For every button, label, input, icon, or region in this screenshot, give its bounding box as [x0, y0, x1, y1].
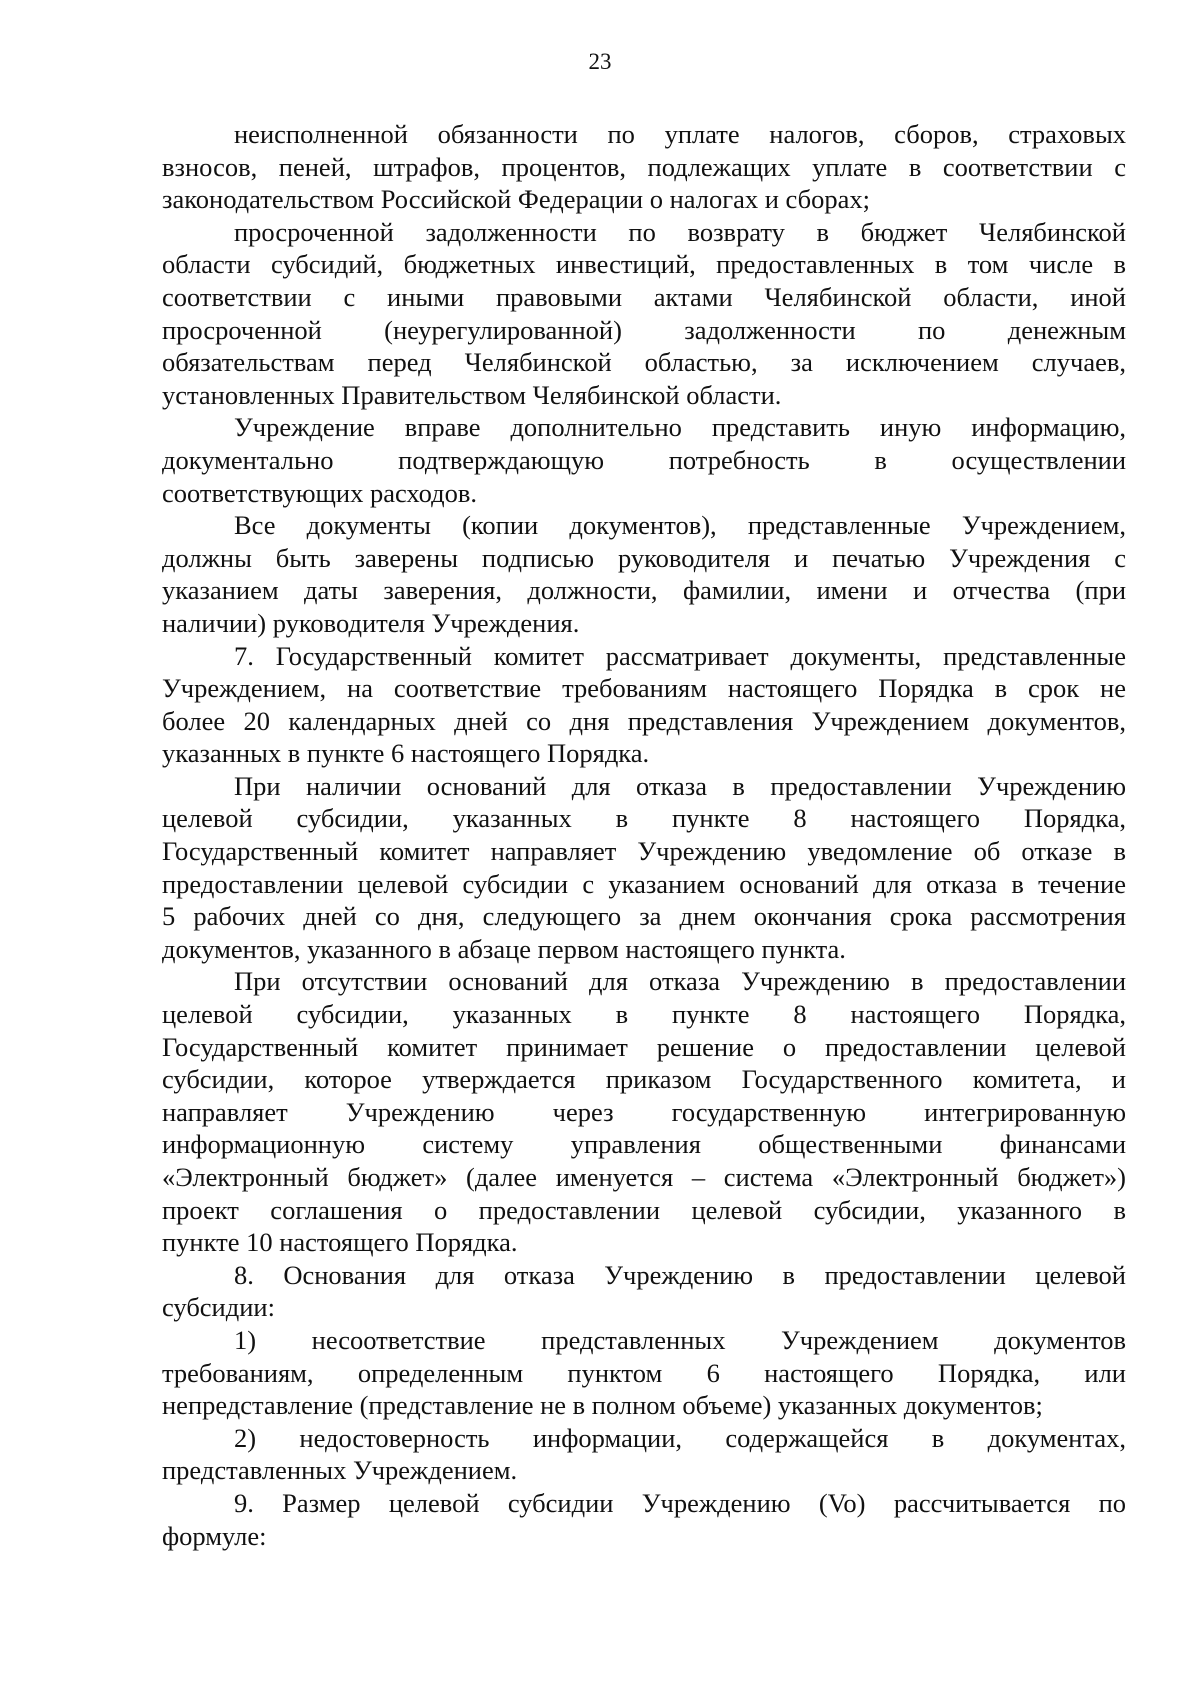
text-line: предоставлении целевой субсидии с указанием оснований для отказа в течение: [162, 868, 1126, 899]
text-line: 9. Размер целевой субсидии Учреждению (Vo) рассчитывается по: [234, 1487, 1126, 1518]
text-line: формуле:: [162, 1520, 267, 1551]
text-line: просроченной (неурегулированной) задолженности по денежным: [162, 314, 1126, 345]
text-line: области субсидий, бюджетных инвестиций, предоставленных в том числе в: [162, 249, 1126, 280]
text-line: законодательством Российской Федерации о налогах и сборах;: [162, 184, 870, 215]
text-line: пункте 10 настоящего Порядка.: [162, 1227, 518, 1258]
text-line: субсидии, которое утверждается приказом Государственного комитета, и: [162, 1064, 1126, 1095]
text-line: Государственный комитет принимает решение о предоставлении целевой: [162, 1031, 1126, 1062]
text-line: более 20 календарных дней со дня представления Учреждением документов,: [162, 705, 1126, 736]
text-line: субсидии:: [162, 1292, 275, 1323]
text-line: установленных Правительством Челябинской области.: [162, 379, 782, 410]
text-line: целевой субсидии, указанных в пункте 8 настоящего Порядка,: [162, 803, 1126, 834]
page-number: 23: [588, 49, 612, 74]
document-body: [162, 118, 1126, 1552]
text-line: проект соглашения о предоставлении целевой субсидии, указанного в: [162, 1194, 1126, 1225]
text-line: направляет Учреждению через государственную интегрированную: [162, 1096, 1126, 1127]
text-line: указанных в пункте 6 настоящего Порядка.: [162, 738, 650, 769]
text-line: При отсутствии оснований для отказа Учреждению в предоставлении: [234, 966, 1126, 997]
text-line: соответствии с иными правовыми актами Челябинской области, иной: [162, 281, 1126, 312]
text-line: 8. Основания для отказа Учреждению в предоставлении целевой: [234, 1259, 1126, 1290]
text-line: «Электронный бюджет» (далее именуется – система «Электронный бюджет»): [162, 1162, 1126, 1192]
text-line: неисполненной обязанности по уплате налогов, сборов, страховых: [234, 119, 1126, 149]
text-line: непредставление (представление не в полном объеме) указанных документов;: [162, 1390, 1043, 1421]
text-line: При наличии оснований для отказа в предоставлении Учреждению: [234, 770, 1126, 801]
text-line: указанием даты заверения, должности, фамилии, имени и отчества (при: [162, 575, 1126, 606]
text-line: взносов, пеней, штрафов, процентов, подлежащих уплате в соответствии с: [162, 151, 1126, 182]
text-line: Учреждение вправе дополнительно представить иную информацию,: [234, 412, 1126, 443]
text-line: Учреждением, на соответствие требованиям настоящего Порядка в срок не: [162, 673, 1126, 704]
text-line: целевой субсидии, указанных в пункте 8 настоящего Порядка,: [162, 999, 1126, 1030]
text-line: просроченной задолженности по возврату в бюджет Челябинской: [234, 216, 1126, 247]
text-line: Все документы (копии документов), представленные Учреждением,: [234, 510, 1126, 541]
text-line: информационную систему управления общественными финансами: [162, 1129, 1126, 1160]
text-line: документально подтверждающую потребность в осуществлении: [162, 444, 1126, 475]
text-line: 7. Государственный комитет рассматривает документы, представленные: [234, 640, 1126, 671]
text-line: соответствующих расходов.: [162, 477, 477, 508]
text-line: требованиям, определенным пунктом 6 настоящего Порядка, или: [162, 1357, 1126, 1388]
text-line: документов, указанного в абзаце первом настоящего пункта.: [162, 933, 846, 964]
text-line: обязательствам перед Челябинской областью, за исключением случаев,: [162, 347, 1126, 378]
text-line: должны быть заверены подписью руководителя и печатью Учреждения с: [162, 542, 1126, 573]
text-line: 2) недостоверность информации, содержащейся в документах,: [234, 1422, 1126, 1453]
text-line: Государственный комитет направляет Учреждению уведомление об отказе в: [162, 836, 1126, 867]
text-line: 1) несоответствие представленных Учреждением документов: [234, 1324, 1126, 1355]
text-line: представленных Учреждением.: [162, 1455, 518, 1486]
text-line: наличии) руководителя Учреждения.: [162, 607, 580, 638]
text-line: 5 рабочих дней со дня, следующего за днем окончания срока рассмотрения: [162, 901, 1126, 932]
